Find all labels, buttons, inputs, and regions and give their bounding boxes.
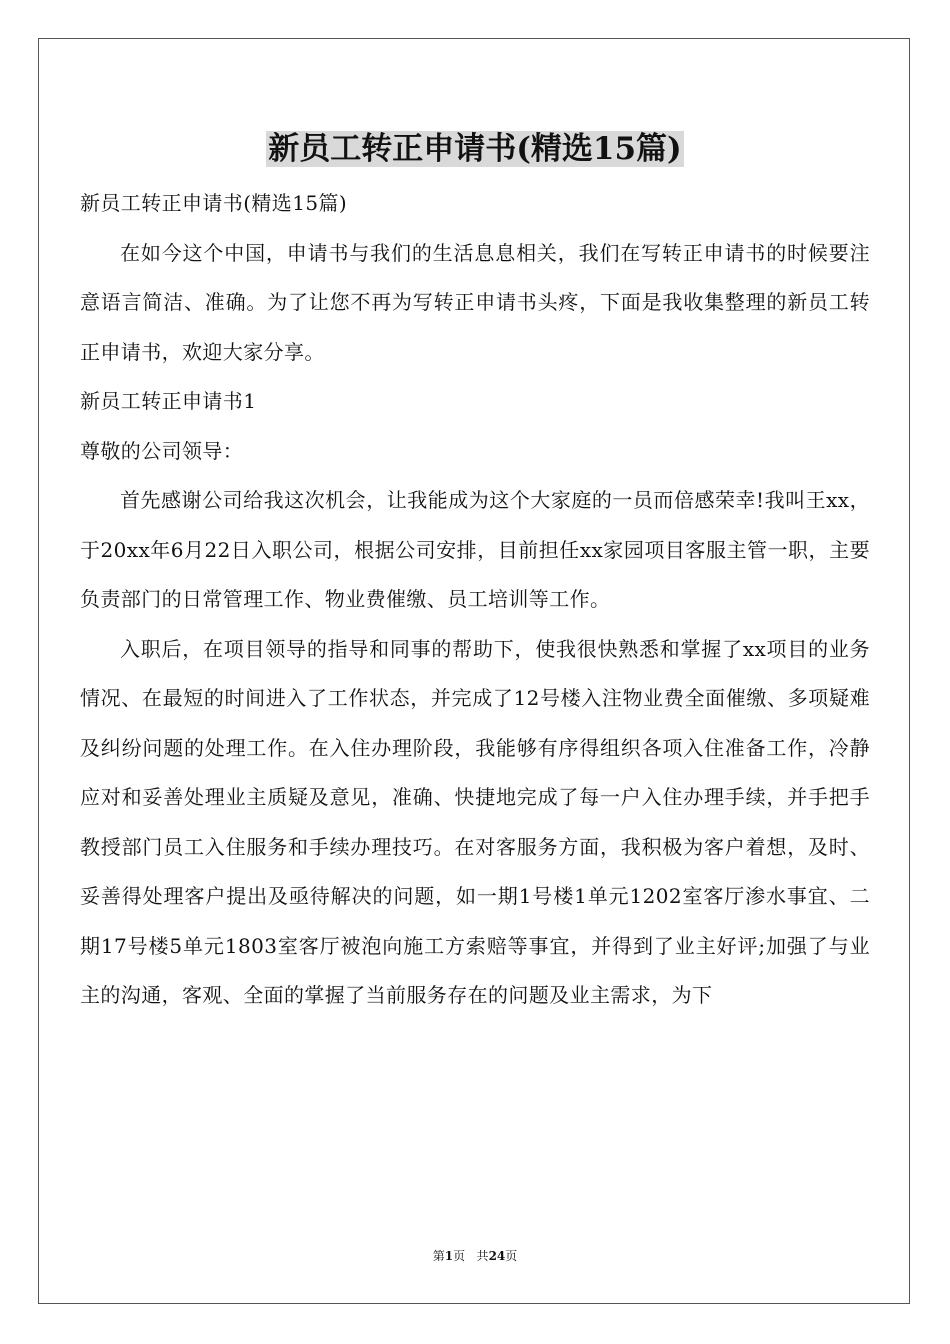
- body-paragraph-2: 入职后，在项目领导的指导和同事的帮助下，使我很快熟悉和掌握了xx项目的业务情况、在最短的时间进入了工作状态，并完成了12号楼入注物业费全面催缴、多项疑难及纠纷问题的处理工作。在入住办理阶段，我能够有序得组织各项入住准备工作，冷静应对和妥善处理业主质疑及意见，准确、快捷地完成了每一户入住办理手续，并手把手教授部门员工入住服务和手续办理技巧。在对客服务方面，我积极为客户着想，及时、妥善得处理客户提出及亟待解决的问题，如一期1号楼1单元1202室客厅渗水事宜、二期17号楼5单元1803室客厅被泡向施工方索赔等事宜，并得到了业主好评;加强了与业主的沟通，客观、全面的掌握了当前服务存在的问题及业主需求，为下: [80, 636, 870, 1007]
- page-footer: [0, 1247, 950, 1264]
- footer-page-number: 1: [444, 1249, 454, 1263]
- footer-total-prefix: 共: [476, 1249, 489, 1263]
- footer-total-pages: 24: [488, 1249, 506, 1263]
- salutation: 尊敬的公司领导：: [80, 438, 244, 463]
- body-paragraph-1: 首先感谢公司给我这次机会，让我能成为这个大家庭的一员而倍感荣幸!我叫王xx，于20xx年6月22日入职公司，根据公司安排，目前担任xx家园项目客服主管一职，主要负责部门的日常管理工作、物业费催缴、员工培训等工作。: [80, 488, 870, 611]
- footer-page-prefix: 第: [432, 1249, 445, 1263]
- document-title: [80, 125, 870, 173]
- title-text: 新员工转正申请书(精选15篇): [268, 131, 682, 167]
- footer-page-suffix: 页: [453, 1249, 466, 1263]
- document-body: [80, 125, 870, 1021]
- intro-paragraph: 在如今这个中国，申请书与我们的生活息息相关，我们在写转正申请书的时候要注意语言简洁、准确。为了让您不再为写转正申请书头疼，下面是我收集整理的新员工转正申请书，欢迎大家分享。: [80, 240, 870, 364]
- section-heading: 新员工转正申请书1: [80, 389, 257, 413]
- subtitle-line: 新员工转正申请书(精选15篇): [80, 191, 348, 215]
- footer-total-suffix: 页: [505, 1249, 518, 1263]
